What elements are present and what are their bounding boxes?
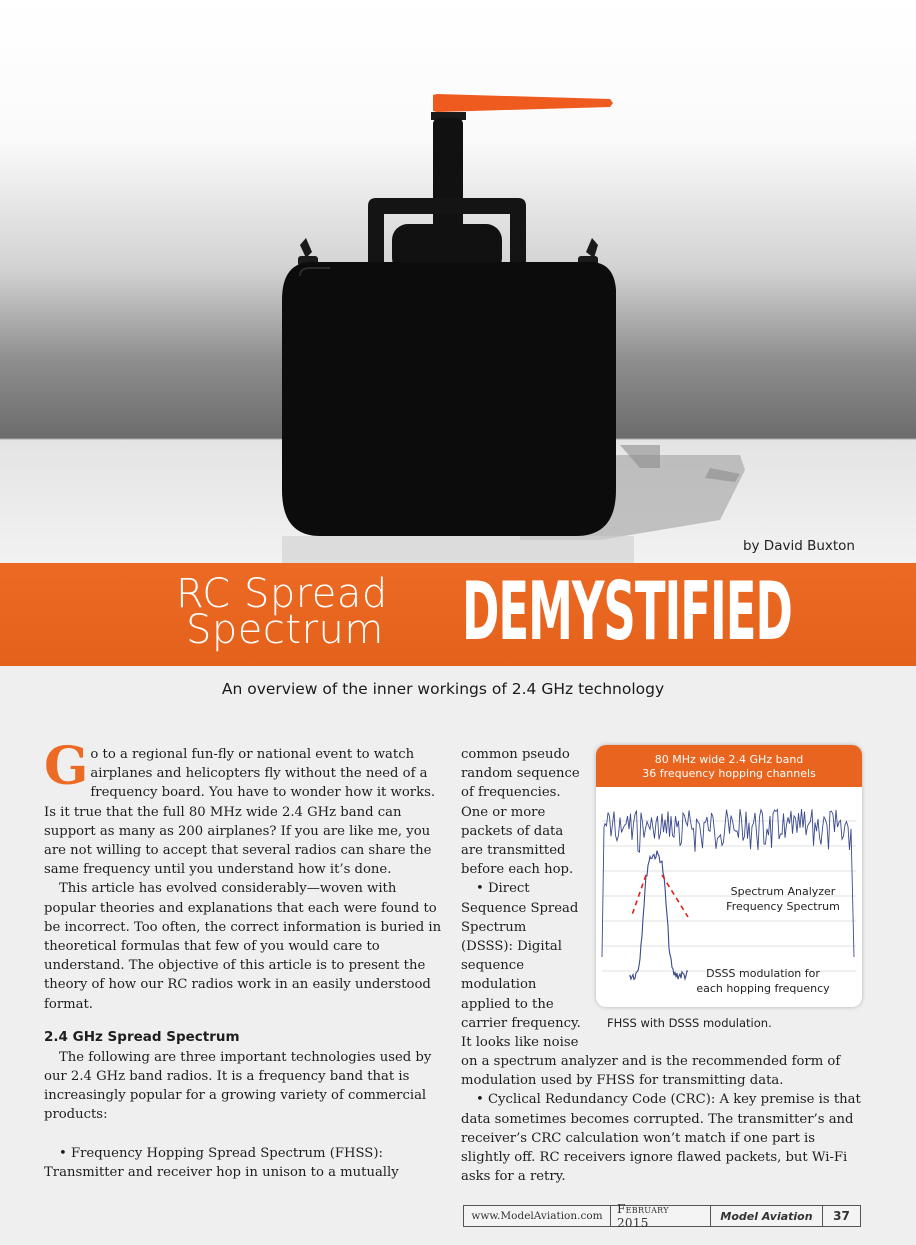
spectrum-analyzer-label xyxy=(708,884,858,914)
transmitter-reflection xyxy=(282,536,634,563)
figure-header-line-1: 80 MHz wide 2.4 GHz band xyxy=(654,753,804,766)
figure-header-line-2: 36 frequency hopping channels xyxy=(642,767,816,780)
dsss-label-line-2: each hopping frequency xyxy=(696,982,830,995)
right-switch xyxy=(586,238,598,258)
dsss-label-line-1: DSSS modulation for xyxy=(706,967,820,980)
byline: by David Buxton xyxy=(742,538,855,554)
paragraph-continued: common pseudo random sequence of frequencies. One or more packets of data are transmitted before each hop. xyxy=(461,747,580,878)
intro-text: o to a regional fun-fly or national event to watch airplanes and helicopters fly without the need of a frequency board. You have to wonder how it works. Is it true that the full 80 MHz wide 2.4 GHz band can support as many as 200 airplanes? If you are like me, you are not willing to accept that several radios can share the same frequency until you understand how it’s done. xyxy=(44,747,436,878)
title-light xyxy=(176,571,438,653)
section-heading: 2.4 GHz Spread Spectrum xyxy=(44,1028,240,1045)
figure-caption: FHSS with DSSS modulation. xyxy=(607,1016,772,1030)
paragraph-dsss: • Direct Sequence Spread Spectrum (DSSS): Digital sequence modulation applied to the carrier frequency. It looks like noise xyxy=(461,881,581,1051)
transmitter-body xyxy=(282,262,616,536)
title-demystified: DEMYSTIFIED xyxy=(462,565,792,659)
column-2-wide xyxy=(461,1052,861,1186)
spectrum-analyzer-label-line-2: Frequency Spectrum xyxy=(726,900,840,913)
figure-header xyxy=(596,745,862,787)
title-heavy xyxy=(462,565,792,659)
paragraph-2: This article has evolved considerably—woven with popular theories and explanations that each were found to be incorrect. Too often, the correct information is buried in theoretical formulas that few of you would care to understand. The objective of this article is to present the theory of how our RC radios work in an easily understood format. xyxy=(44,881,442,1012)
spacer xyxy=(44,1125,442,1144)
left-switch xyxy=(300,238,312,258)
footer-date: February 2015 xyxy=(611,1206,711,1226)
title-line-2: Spectrum xyxy=(186,607,384,653)
page-footer xyxy=(463,1202,861,1230)
spectrum-figure xyxy=(596,745,862,1007)
paragraph-fhss: • Frequency Hopping Spread Spectrum (FHSS): Transmitter and receiver hop in unison to a mutually xyxy=(44,1145,399,1180)
paragraph-intro xyxy=(44,736,442,879)
paragraph-3: The following are three important technologies used by our 2.4 GHz band radios. It is a frequency band that is increasingly popular for a growing variety of commercial products: xyxy=(44,1049,432,1123)
dsss-spectrum-trace xyxy=(630,851,688,980)
footer-magazine: Model Aviation xyxy=(711,1206,823,1226)
subtitle: An overview of the inner workings of 2.4 GHz technology xyxy=(221,680,665,698)
title-line-1: RC Spread xyxy=(176,571,388,617)
column-2-narrow xyxy=(461,745,581,1052)
antenna-shaft xyxy=(433,118,463,238)
rc-transmitter-silhouette xyxy=(0,0,916,563)
dsss-label xyxy=(692,966,834,996)
paragraph-crc: • Cyclical Redundancy Code (CRC): A key premise is that data sometimes becomes corrupted. The transmitter’s and receiver’s CRC calculation won’t match if one part is slightly off. RC receivers ignore flawed packets, but Wi-Fi asks for a retry. xyxy=(461,1092,861,1185)
antenna-tip xyxy=(433,94,613,112)
page-number: 37 xyxy=(833,1209,850,1223)
spectrum-analyzer-label-line-1: Spectrum Analyzer xyxy=(730,885,836,898)
column-1 xyxy=(44,736,442,1182)
paragraph-dsss-continued: on a spectrum analyzer and is the recommended form of modulation used by FHSS for transmitting data. xyxy=(461,1054,841,1089)
hero-illustration xyxy=(0,0,916,563)
fhss-spectrum-trace xyxy=(602,809,854,957)
drop-cap: G xyxy=(44,736,89,797)
footer-url[interactable]: www.ModelAviation.com xyxy=(464,1206,611,1226)
